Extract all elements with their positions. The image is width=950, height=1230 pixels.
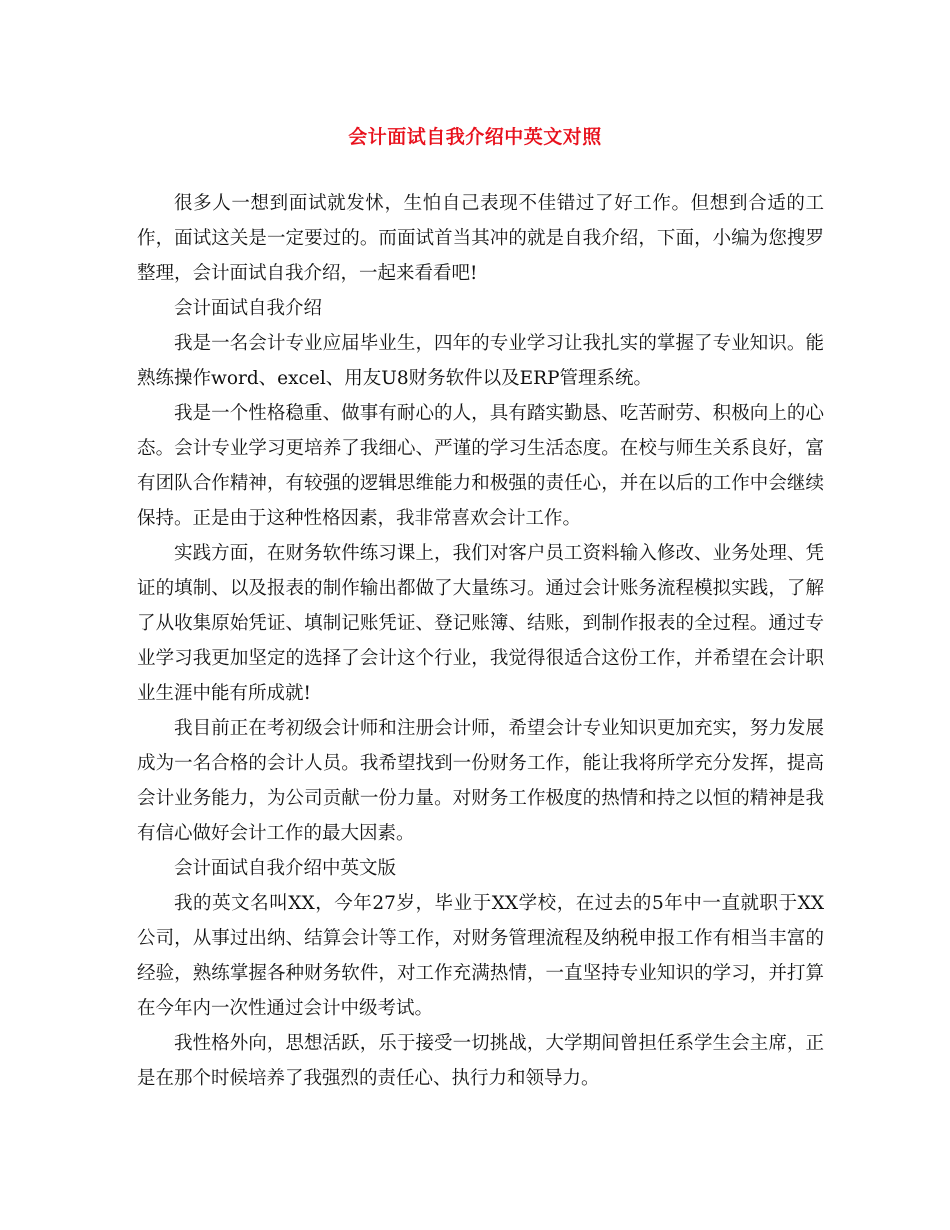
section-heading-self-intro: 会计面试自我介绍	[174, 298, 323, 319]
paragraph-personality: 我是一个性格稳重、做事有耐心的人，具有踏实勤恳、吃苦耐劳、积极向上的心态。会计专业学习更培养了我细心、严谨的学习生活态度。在校与师生关系良好，富有团队合作精神，有较强的逻辑思维能力和极强的责任心，并在以后的工作中会继续保持。正是由于这种性格因素，我非常喜欢会计工作。	[137, 403, 824, 529]
section-heading-bilingual: 会计面试自我介绍中英文版	[174, 858, 397, 879]
paragraph-practice: 实践方面，在财务软件练习课上，我们对客户员工资料输入修改、业务处理、凭证的填制、以及报表的制作输出都做了大量练习。通过会计账务流程模拟实践，了解了从收集原始凭证、填制记账凭证、登记账簿、结账，到制作报表的全过程。通过专业学习我更加坚定的选择了会计这个行业，我觉得很适合这份工作，并希望在会计职业生涯中能有所成就!	[137, 543, 824, 704]
paragraph-character: 我性格外向，思想活跃，乐于接受一切挑战，大学期间曾担任系学生会主席，正是在那个时候培养了我强烈的责任心、执行力和领导力。	[137, 1033, 824, 1089]
paragraph-graduate: 我是一名会计专业应届毕业生，四年的专业学习让我扎实的掌握了专业知识。能熟练操作word、excel、用友U8财务软件以及ERP管理系统。	[137, 333, 824, 389]
paragraph-goals: 我目前正在考初级会计师和注册会计师，希望会计专业知识更加充实，努力发展成为一名合格的会计人员。我希望找到一份财务工作，能让我将所学充分发挥，提高会计业务能力，为公司贡献一份力量。对财务工作极度的热情和持之以恒的精神是我有信心做好会计工作的最大因素。	[137, 718, 824, 844]
paragraph-experience: 我的英文名叫XX，今年27岁，毕业于XX学校，在过去的5年中一直就职于XX公司，从事过出纳、结算会计等工作，对财务管理流程及纳税申报工作有相当丰富的经验，熟练掌握各种财务软件，对工作充满热情，一直坚持专业知识的学习，并打算在今年内一次性通过会计中级考试。	[137, 893, 824, 1019]
paragraph-intro: 很多人一想到面试就发怵，生怕自己表现不佳错过了好工作。但想到合适的工作，面试这关是一定要过的。而面试首当其冲的就是自我介绍，下面，小编为您搜罗整理，会计面试自我介绍，一起来看看吧!	[137, 193, 824, 284]
document-body	[137, 186, 824, 1096]
document-title: 会计面试自我介绍中英文对照	[348, 126, 602, 148]
